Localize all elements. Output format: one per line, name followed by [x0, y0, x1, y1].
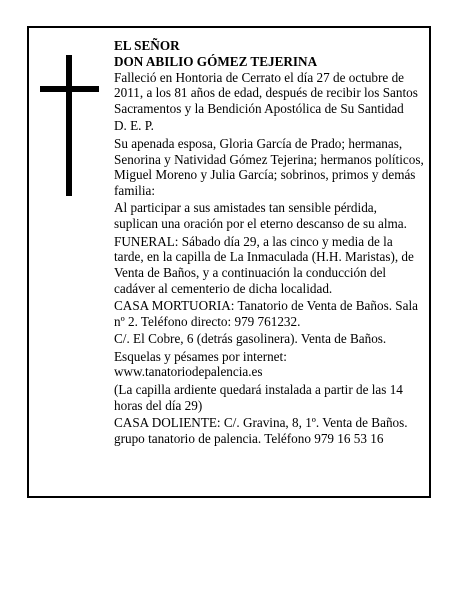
funeral-paragraph: FUNERAL: Sábado día 29, a las cinco y media de la tarde, en la capilla de La Inmaculada (H.H. Maristas), de Venta de Baños, y a continuación la conducción del cadáver al cementerio de dicha localidad. — [114, 233, 414, 296]
family-paragraph: Su apenada esposa, Gloria García de Prado; hermanas, Senorina y Natividad Gómez Tejerina; hermanos políticos, Miguel Moreno y Julia García; sobrinos, primos y demás familia: — [114, 135, 424, 199]
death-notice-paragraph: Falleció en Hontoria de Cerrato el día 27 de octubre de 2011, a los 81 años de edad, después de recibir los Santos Sacramentos y la Bendición Apostólica de Su Santidad — [114, 69, 418, 117]
cross-vertical-bar — [66, 55, 72, 196]
chapel-note-paragraph: (La capilla ardiente quedará instalada a partir de las 14 horas del día 29) — [114, 381, 403, 413]
heading-name: DON ABILIO GÓMEZ TEJERINA — [114, 53, 318, 69]
family-home-paragraph: CASA DOLIENTE: C/. Gravina, 8, 1º. Venta de Baños. grupo tanatorio de palencia. Teléfono 979 16 53 16 — [114, 414, 408, 446]
prayer-request-paragraph: Al participar a sus amistades tan sensible pérdida, suplican una oración por el eterno descanso de su alma. — [114, 200, 407, 232]
obituary-text — [114, 38, 424, 448]
heading-title: EL SEÑOR — [114, 38, 180, 53]
mortuary-paragraph: CASA MORTUORIA: Tanatorio de Venta de Baños. Sala nº 2. Teléfono directo: 979 761232. — [114, 298, 419, 330]
dep-line: D. E. P. — [114, 118, 154, 134]
internet-paragraph: Esquelas y pésames por internet: www.tanatoriodepalencia.es — [114, 348, 287, 380]
address-paragraph: C/. El Cobre, 6 (detrás gasolinera). Venta de Baños. — [114, 331, 387, 347]
cross-horizontal-bar — [40, 86, 99, 92]
